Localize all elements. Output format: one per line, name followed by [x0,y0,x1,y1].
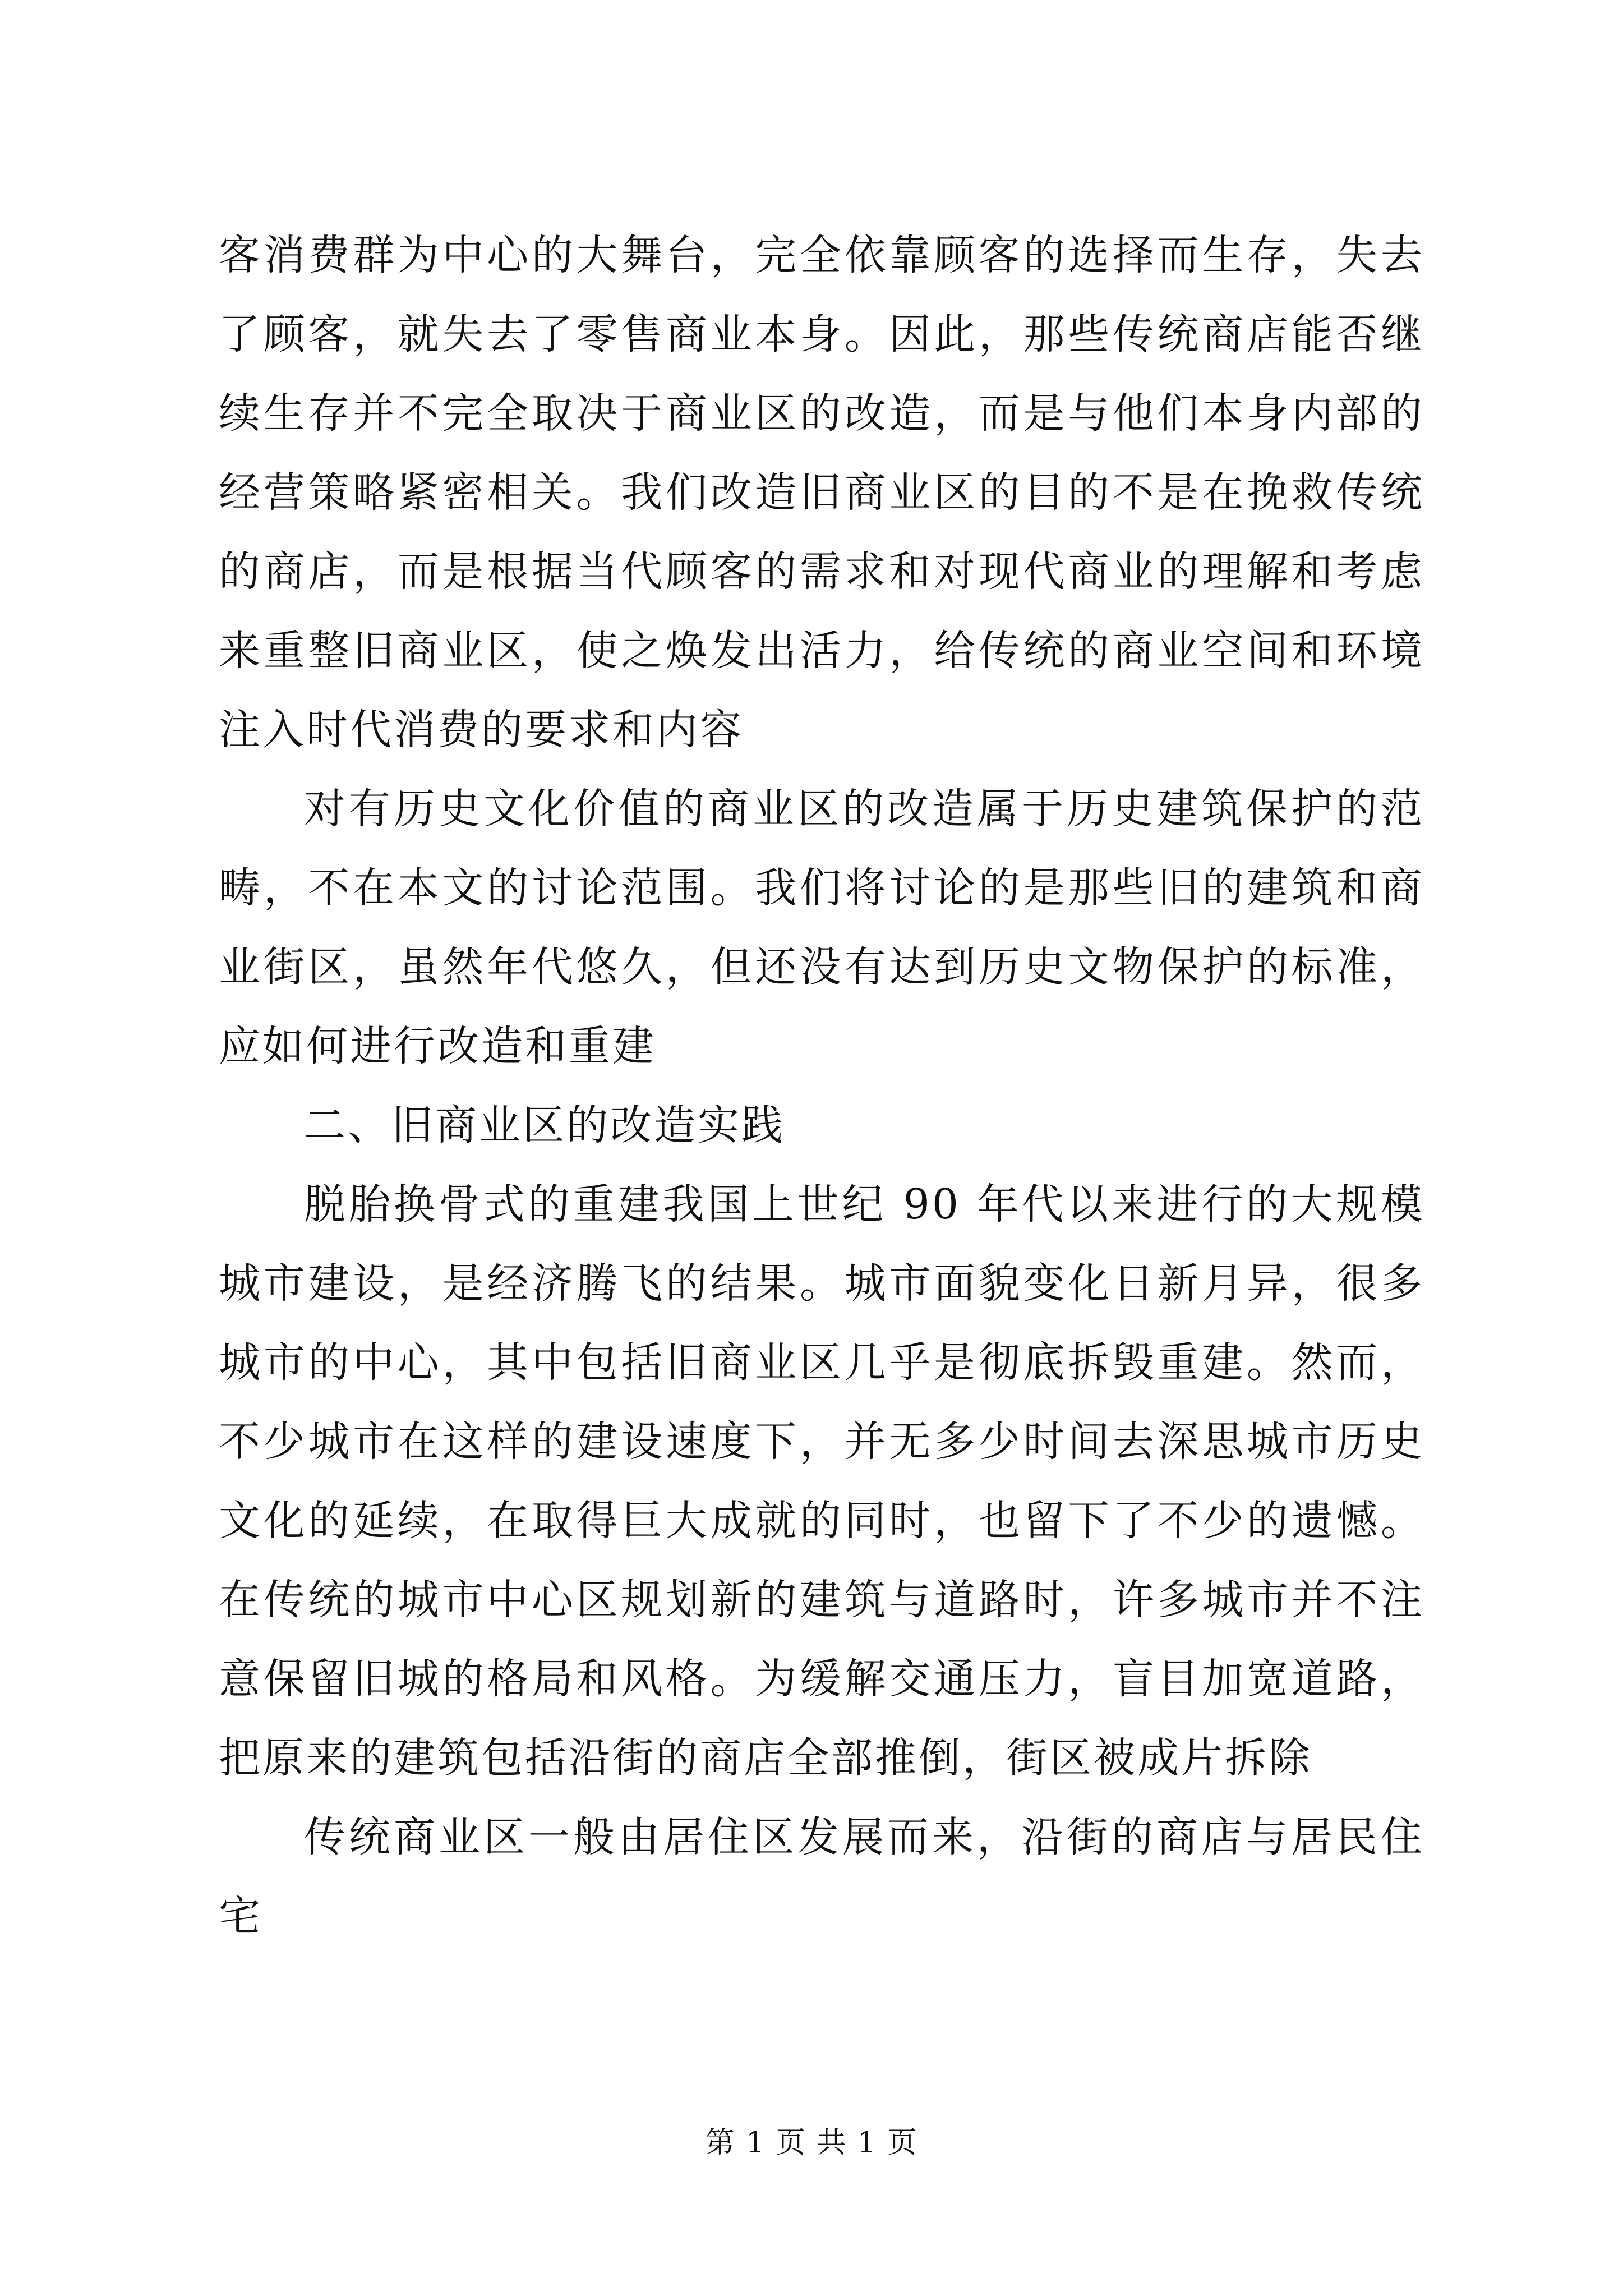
body-text [219,216,1424,1956]
section-heading: 二、旧商业区的改造实践 [304,1101,785,1149]
paragraph: 传统商业区一般由居住区发展而来，沿街的商店与居民住宅 [219,1813,1424,1940]
paragraph-continuation: 客消费群为中心的大舞台，完全依靠顾客的选择而生存，失去了顾客，就失去了零售商业本身。因此，那些传统商店能否继续生存并不完全取决于商业区的改造，而是与他们本身内部的经营策略紧密相关。我们改造旧商业区的目的不是在挽救传统的商店，而是根据当代顾客的需求和对现代商业的理解和考虑来重整旧商业区，使之焕发出活力，给传统的商业空间和环境注入时代消费的要求和内容 [219,231,1424,754]
paragraph: 对有历史文化价值的商业区的改造属于历史建筑保护的范畴，不在本文的讨论范围。我们将讨论的是那些旧的建筑和商业街区，虽然年代悠久，但还没有达到历史文物保护的标准，应如何进行改造和重建 [219,785,1424,1070]
page-footer: 第 1 页 共 1 页 [705,2126,918,2160]
paragraph: 脱胎换骨式的重建我国上世纪 90 年代以来进行的大规模城市建设，是经济腾飞的结果。城市面貌变化日新月异，很多城市的中心，其中包括旧商业区几乎是彻底拆毁重建。然而，不少城市在这样的建设速度下，并无多少时间去深思城市历史文化的延续，在取得巨大成就的同时，也留下了不少的遗憾。在传统的城市中心区规划新的建筑与道路时，许多城市并不注意保留旧城的格局和风格。为缓解交通压力，盲目加宽道路，把原来的建筑包括沿街的商店全部推倒，街区被成片拆除 [219,1180,1424,1782]
